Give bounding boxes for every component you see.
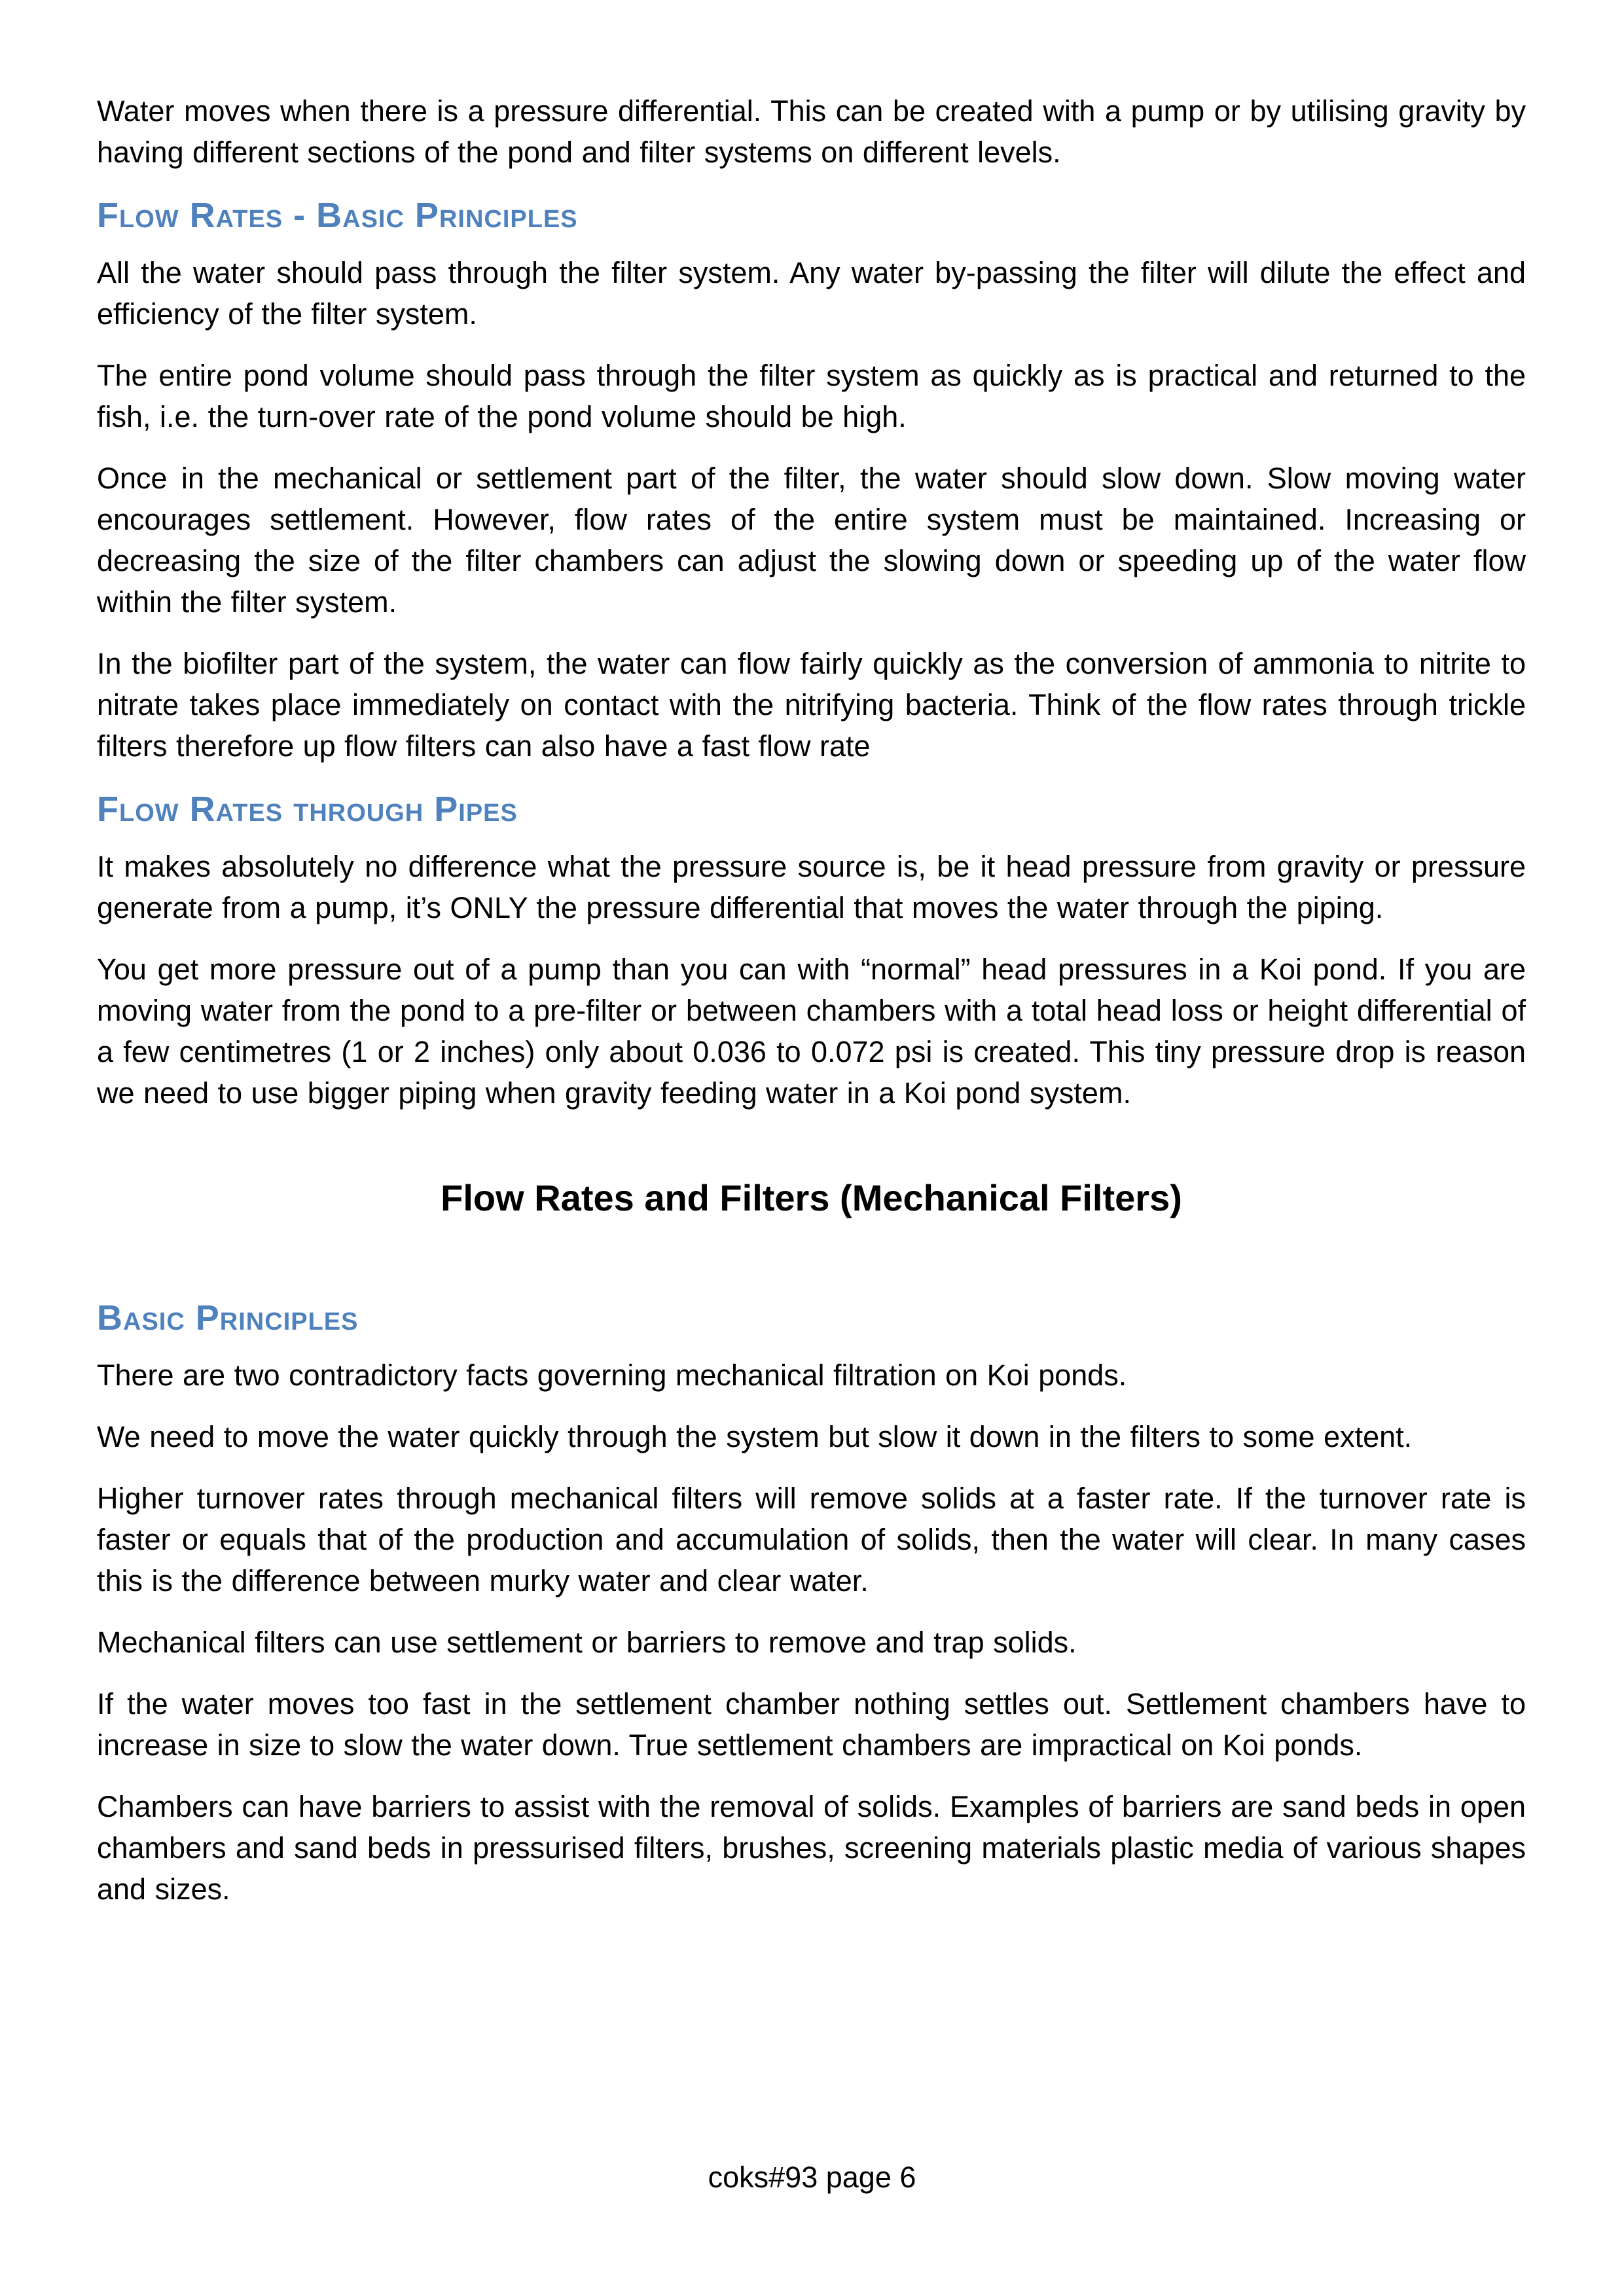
- paragraph-water-too-fast: If the water moves too fast in the settlement chamber nothing settles out. Settlement chambers have to increase in size to slow the water down. True settlement chambers are impractical on Koi ponds.: [97, 1687, 1526, 1762]
- paragraph-chambers-barriers-examples: Chambers can have barriers to assist with the removal of solids. Examples of barriers are sand beds in open chambers and sand beds in pressurised filters, brushes, screening materials plastic media of various shapes and sizes.: [97, 1790, 1526, 1906]
- paragraph-two-contradictory-facts: There are two contradictory facts governing mechanical filtration on Koi ponds.: [97, 1358, 1127, 1392]
- footer-page-number: coks#93 page 6: [708, 2160, 916, 2194]
- document-body: [97, 90, 1526, 1930]
- paragraph-higher-turnover-rates: Higher turnover rates through mechanical filters will remove solids at a faster rate. If the turnover rate is faster or equals that of the production and accumulation of solids, then the water will clear. In many cases this is the difference between murky water and clear water.: [97, 1482, 1526, 1597]
- paragraph-pressure-source: It makes absolutely no difference what the pressure source is, be it head pressure from gravity or pressure generate from a pump, it’s ONLY the pressure differential that moves the water through the piping.: [97, 850, 1526, 924]
- paragraph-all-water-through-filter: All the water should pass through the filter system. Any water by-passing the filter will dilute the effect and efficiency of the filter system.: [97, 256, 1526, 331]
- document-title: Flow Rates and Filters (Mechanical Filters): [441, 1177, 1182, 1218]
- heading-flow-rates-basic-principles: Flow Rates - Basic Principles: [97, 196, 578, 235]
- paragraph-pump-vs-head-pressure: You get more pressure out of a pump than you can with “normal” head pressures in a Koi pond. If you are moving water from the pond to a pre-filter or between chambers with a total head loss or height differential of a few centimetres (1 or 2 inches) only about 0.036 to 0.072 psi is created. This tiny pressure drop is reason we need to use bigger piping when gravity feeding water in a Koi pond system.: [97, 953, 1526, 1110]
- paragraph-water-moves: Water moves when there is a pressure differential. This can be created with a pump or by utilising gravity by having different sections of the pond and filter systems on different levels.: [97, 94, 1526, 169]
- paragraph-move-water-quickly: We need to move the water quickly through the system but slow it down in the filters to some extent.: [97, 1420, 1413, 1453]
- paragraph-settlement-or-barriers: Mechanical filters can use settlement or barriers to remove and trap solids.: [97, 1626, 1077, 1659]
- paragraph-settlement-slow-down: Once in the mechanical or settlement part of the filter, the water should slow down. Slow moving water encourages settlement. However, flow rates of the entire system must be maintained. Increasing or decreasing the size of the filter chambers can adjust the slowing down or speeding up of the water flow within the filter system.: [97, 462, 1526, 619]
- page-footer: [0, 2157, 1624, 2198]
- heading-flow-rates-through-pipes: Flow Rates through Pipes: [97, 790, 518, 829]
- heading-basic-principles: Basic Principles: [97, 1298, 359, 1338]
- paragraph-biofilter-flow: In the biofilter part of the system, the water can flow fairly quickly as the conversion of ammonia to nitrite to nitrate takes place immediately on contact with the nitrifying bacteria. Think of the flow rates through trickle filters therefore up flow filters can also have a fast flow rate: [97, 647, 1526, 763]
- paragraph-entire-pond-volume: The entire pond volume should pass through the filter system as quickly as is practical and returned to the fish, i.e. the turn-over rate of the pond volume should be high.: [97, 359, 1526, 433]
